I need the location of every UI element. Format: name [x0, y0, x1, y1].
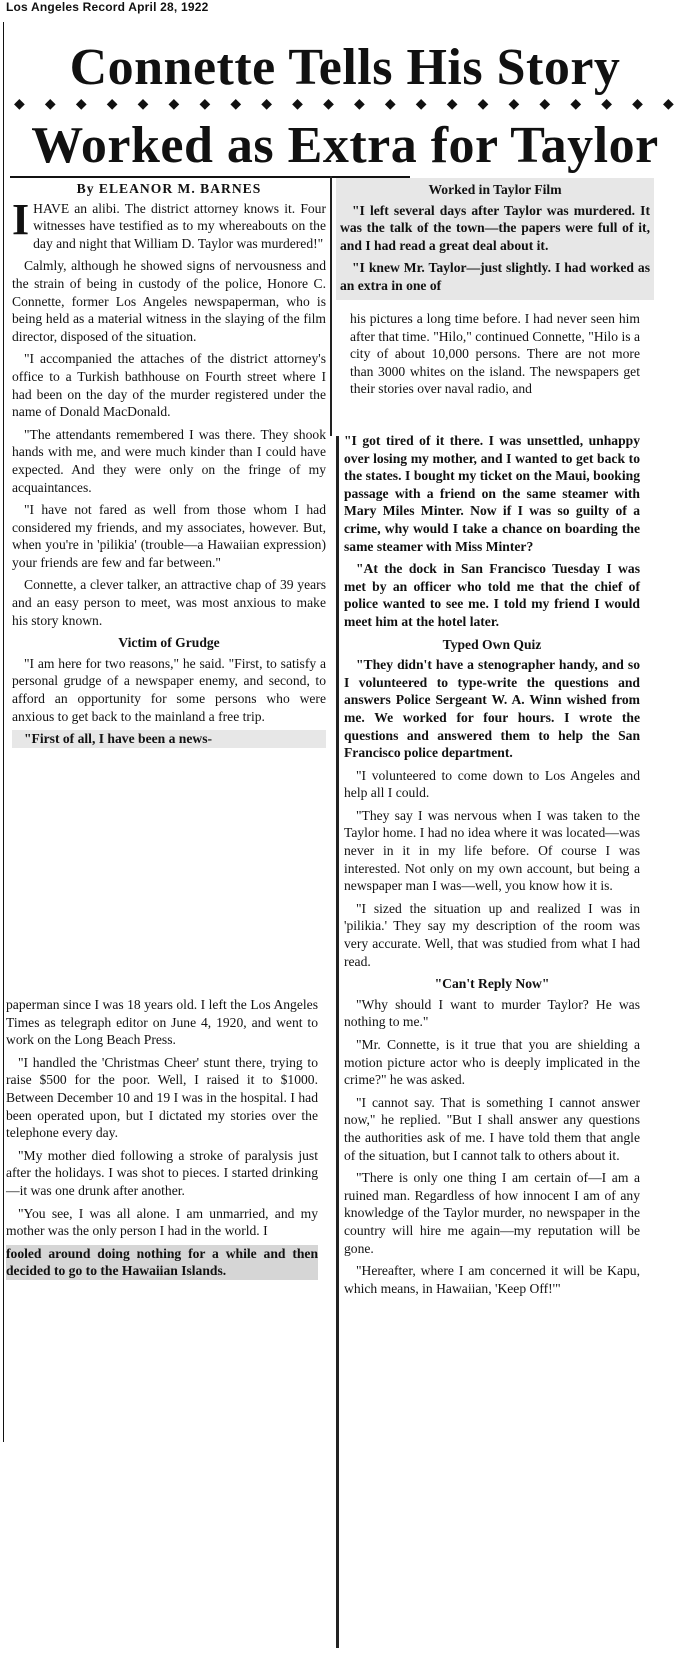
right-paragraph-2: "I knew Mr. Taylor—just slightly. I had worked as an extra in one of — [340, 260, 650, 293]
source-caption: Los Angeles Record April 28, 1922 — [6, 0, 209, 14]
left-paragraph-1: IHAVE an alibi. The district attorney knows it. Four witnesses have testified as to my whereabouts on the day and night that William D. Taylor was murdered!" — [12, 194, 326, 251]
headline-main: Connette Tells His Story — [69, 39, 621, 96]
drop-cap: I — [12, 194, 30, 244]
subhead-victim-of-grudge: Victim of Grudge — [118, 635, 220, 651]
left-paragraph-4: "The attendants remembered I was there. They shook hands with me, and were much kinder than I could have expected. And they were only on the fringe of my acquaintances. — [12, 426, 326, 495]
right-paragraph-1: "I left several days after Taylor was murdered. It was the talk of the town—the papers were full of it, and I had read a great deal about it. — [340, 202, 650, 253]
right-column-inset — [350, 310, 640, 403]
page-left-border — [3, 22, 4, 1442]
right-paragraph-6: "They didn't have a stenographer handy, and so I volunteered to type-write the questions and answers Police Sergeant W. A. Winn wished from me. We worked for four hours. I wrote the questions and answered them to help the San Francisco police department. — [344, 657, 640, 761]
subhead-worked-in-taylor-film: Worked in Taylor Film — [428, 182, 562, 197]
left-paragraph-2: Calmly, although he showed signs of nervousness and the strain of being in custody of the police, Honore C. Connette, former Los Angeles newspaperman, who is being held as a material witness in the slaying of the film director, disposed of the situation. — [12, 258, 326, 344]
right-paragraph-13: "There is only one thing I am certain of—I am a ruined man. Regardless of how innocent I am of any knowledge of the Taylor murder, no newspaper in the country will hire me again—my reputation will be gone. — [344, 1170, 640, 1256]
column-divider — [330, 176, 332, 436]
right-paragraph-3: his pictures a long time before. I had never seen him after that time. "Hilo," continued Connette, "Hilo is a city of about 10,000 persons. There are not more than 3000 whites on the island. The newspapers get their stories over naval radio, and — [350, 311, 640, 397]
left-paragraph-13: fooled around doing nothing for a while and then decided to go to the Hawaiian Islands. — [6, 1245, 318, 1279]
right-paragraph-7: "I volunteered to come down to Los Angeles and help all I could. — [344, 767, 640, 801]
headline-deck: Worked as Extra for Taylor — [31, 117, 659, 174]
left-paragraph-8: "First of all, I have been a news- — [12, 730, 326, 748]
left-paragraph-5: "I have not fared as well from those whom I had considered my friends, and my associates, however. But, when you're in 'pilikia' (trouble—a Hawaiian expression) your friends are few and far between." — [12, 502, 326, 570]
left-column — [12, 180, 326, 753]
right-paragraph-9: "I sized the situation up and realized I was in 'pilikia.' They say my description of the room was very accurate. Well, that was studied from what I had read. — [344, 900, 640, 969]
byline: By ELEANOR M. BARNES — [76, 181, 262, 196]
column-divider-lower — [336, 436, 339, 1648]
right-paragraph-11: "Mr. Connette, is it true that you are shielding a motion picture actor who is deeply implicated in the crime?" he was asked. — [344, 1037, 640, 1088]
left-paragraph-6: Connette, a clever talker, an attractive chap of 39 years and an easy person to meet, was most anxious to make his story known. — [12, 577, 326, 628]
subhead-cant-reply-now: "Can't Reply Now" — [434, 976, 550, 992]
right-paragraph-5: "At the dock in San Francisco Tuesday I was met by an officer who told me that the chief of police wanted to see me. I told my friend I would meet him at the hotel later. — [344, 561, 640, 629]
left-paragraph-10: "I handled the 'Christmas Cheer' stunt there, trying to raise $500 for the poor. Well, I raised it to $1000. Between December 10 and 19 I was in the hospital. I had been operated upon, but I dictated my stories over the telephone every day. — [6, 1054, 318, 1141]
diamond-ornament-row: ◆ ◆ ◆ ◆ ◆ ◆ ◆ ◆ ◆ ◆ ◆ ◆ ◆ ◆ ◆ ◆ ◆ ◆ ◆ ◆ ◆ ◆ — [14, 97, 674, 112]
right-column-main — [344, 432, 640, 1302]
left-paragraph-7: "I am here for two reasons," he said. "First, to satisfy a personal grudge of a newspaper enemy, and second, to afford an opportunity for some persons who were anxious to get back to the mainland a free trip. — [12, 655, 326, 724]
left-paragraph-3: "I accompanied the attaches of the district attorney's office to a Turkish bathhouse on Fourth street where I had been on the day of the murder registered under the name of Donald MacDonald. — [12, 351, 326, 420]
left-paragraph-12: "You see, I was all alone. I am unmarried, and my mother was the only person I had in the world. I — [6, 1205, 318, 1239]
right-paragraph-12: "I cannot say. That is something I cannot answer now," he replied. "But I shall answer any questions the authorities ask of me. I have told them that angle of the situation, but I cannot talk to others about it. — [344, 1094, 640, 1163]
left-paragraph-9: paperman since I was 18 years old. I left the Los Angeles Times as telegraph editor on June 4, 1920, and went to work on the Long Beach Press. — [6, 997, 318, 1048]
subhead-typed-own-quiz: Typed Own Quiz — [442, 636, 542, 652]
right-paragraph-10: "Why should I want to murder Taylor? He was nothing to me." — [344, 996, 640, 1030]
right-paragraph-8: "They say I was nervous when I was taken to the Taylor home. I had no idea where it was located—was never in it in my life before. Of course I was interested. Not only on my own account, but being a newspaper man I was—well, you know how it is. — [344, 807, 640, 894]
left-column-lower — [6, 996, 318, 1285]
right-column-top — [336, 178, 654, 300]
right-paragraph-4: "I got tired of it there. I was unsettled, unhappy over losing my mother, and I wanted to get back to the states. I bought my ticket on the Maui, booking passage with a friend on the same steamer with Mary Miles Minter. Now if I was so guilty of a crime, why would I take a chance on boarding the same steamer with Miss Minter? — [344, 433, 640, 554]
right-paragraph-14: "Hereafter, where I am concerned it will be Kapu, which means, in Hawaiian, 'Keep Off!'" — [344, 1263, 640, 1296]
left-paragraph-11: "My mother died following a stroke of paralysis just after the holidays. I was shot to pieces. I started drinking—it was one drunk after another. — [6, 1147, 318, 1198]
